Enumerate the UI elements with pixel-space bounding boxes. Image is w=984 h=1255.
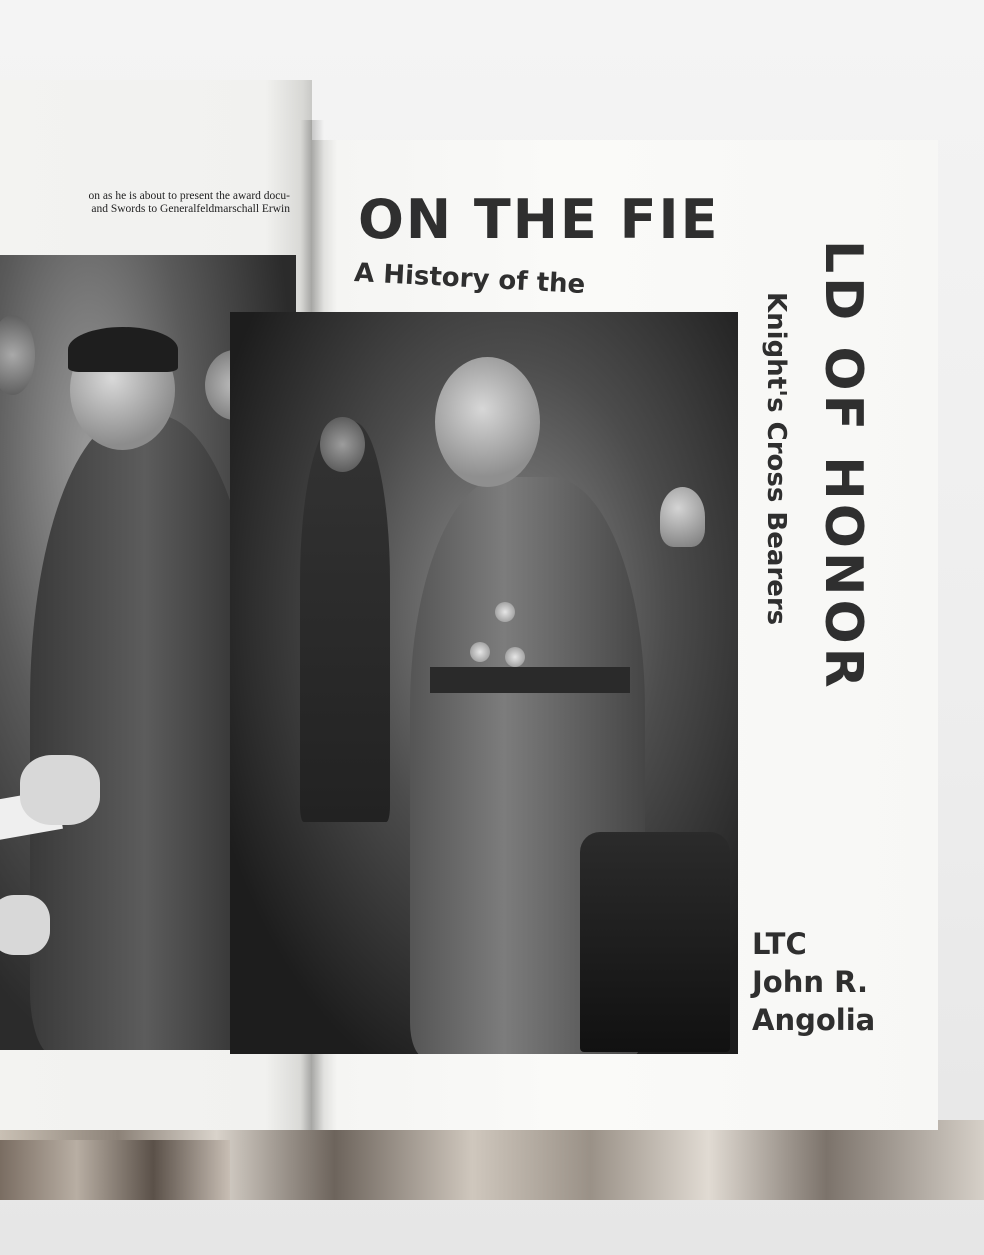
caption-line-1: on as he is about to present the award docu- (88, 190, 290, 202)
medal (505, 647, 525, 667)
book-subtitle-vertical: Knight's Cross Bearers (761, 292, 791, 626)
photo-caption (0, 190, 290, 216)
book-spine-underside (0, 1140, 230, 1200)
figure-hair (68, 327, 178, 372)
background-figure-head (320, 417, 365, 472)
caption-line-2: and Swords to Generalfeldmarschall Erwin (91, 203, 290, 215)
author-surname: Angolia (752, 1003, 876, 1037)
author-rank: LTC (752, 927, 807, 961)
vase (660, 487, 705, 547)
hand (20, 755, 100, 825)
hand (0, 895, 50, 955)
figure-uniform (30, 415, 260, 1050)
chair (580, 832, 730, 1052)
right-photograph (230, 312, 738, 1054)
medal (470, 642, 490, 662)
author-block (752, 925, 875, 1039)
officer-head (435, 357, 540, 487)
medal (495, 602, 515, 622)
background-figure (300, 422, 390, 822)
book-title-horizontal: ON THE FIE (358, 188, 720, 251)
book-subtitle-horizontal: A History of the (353, 258, 586, 301)
book-title-vertical: LD OF HONOR (813, 240, 873, 692)
background-figure (0, 315, 35, 395)
officer-belt (430, 667, 630, 693)
author-name: John R. (752, 965, 868, 999)
